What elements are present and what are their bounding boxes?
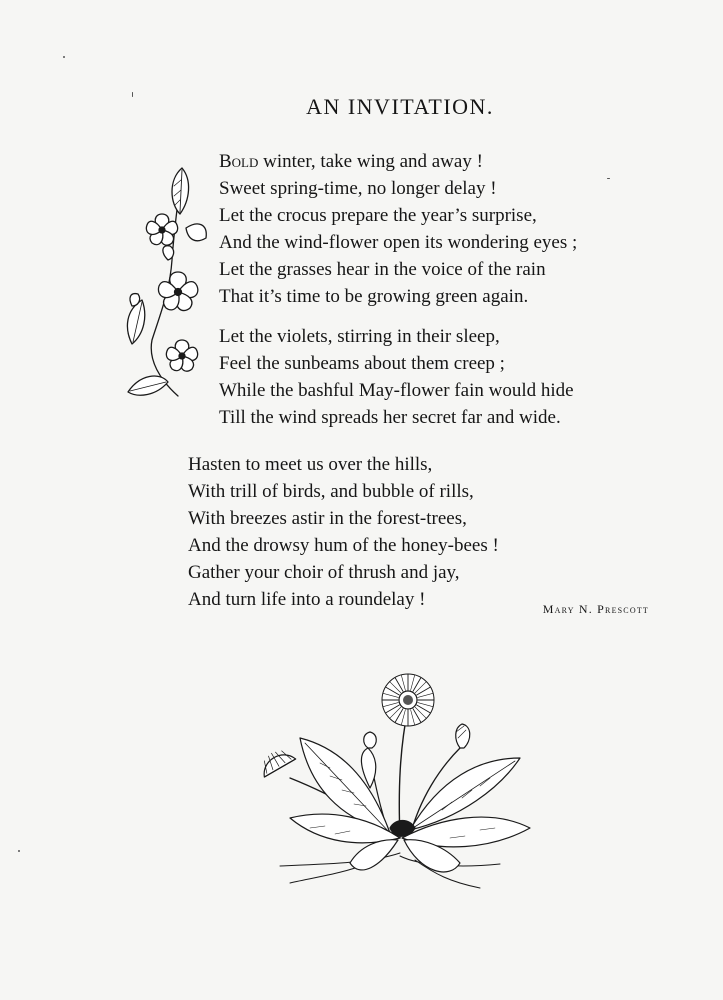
author-credit: Mary N. Prescott — [542, 602, 649, 616]
poem-line: That it’s time to be growing green again. — [219, 286, 529, 307]
line-text: winter, take wing and away ! — [258, 151, 483, 172]
flowering-vine-illustration — [120, 160, 210, 400]
stanza-3 — [188, 451, 499, 613]
poem-line: Feel the sunbeams about them creep ; — [219, 353, 505, 374]
poem-line: Gather your choir of thrush and jay, — [188, 562, 460, 583]
print-speck — [18, 850, 20, 852]
poem-line: Let the violets, stirring in their sleep, — [219, 326, 500, 347]
poem-line: While the bashful May-flower fain would hide — [219, 380, 574, 401]
poem-line: With trill of birds, and bubble of rills, — [188, 481, 474, 502]
poem-line — [219, 148, 577, 175]
stanza-2 — [219, 323, 574, 431]
print-speck — [607, 178, 610, 179]
poem-line: Hasten to meet us over the hills, — [188, 454, 433, 475]
poem-line: And the wind-flower open its wondering eyes ; — [219, 232, 578, 253]
stanza-1 — [219, 148, 577, 310]
poem-line: And the drowsy hum of the honey-bees ! — [188, 535, 499, 556]
poem-title: AN INVITATION. — [306, 94, 494, 119]
poem-line: Sweet spring-time, no longer delay ! — [219, 178, 497, 199]
dropcap-word: Bold — [219, 151, 259, 172]
poem-line: Let the grasses hear in the voice of the rain — [219, 259, 546, 280]
poem-line: And turn life into a roundelay ! — [188, 589, 426, 610]
print-speck — [63, 56, 65, 58]
poem-line: Till the wind spreads her secret far and wide. — [219, 407, 561, 428]
poem-line: With breezes astir in the forest-trees, — [188, 508, 467, 529]
daisy-plant-illustration — [250, 668, 550, 903]
poem-line: Let the crocus prepare the year’s surprise, — [219, 205, 537, 226]
